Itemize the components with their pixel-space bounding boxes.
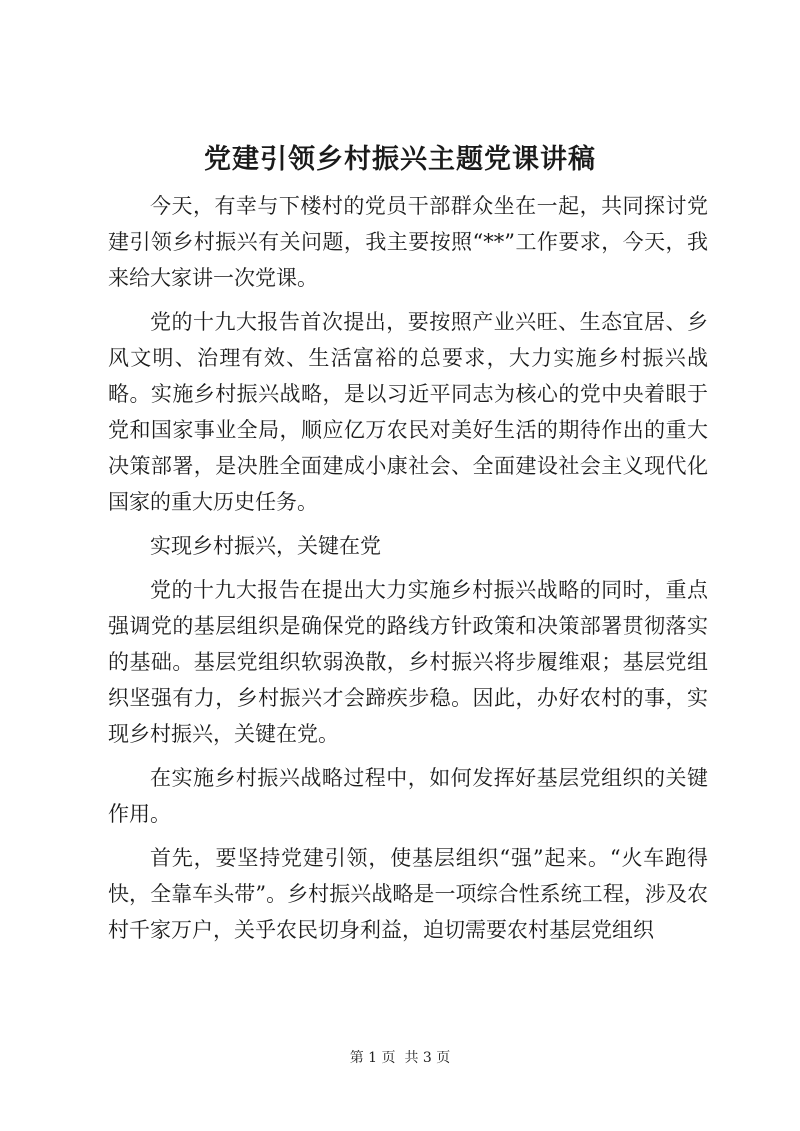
paragraph-first-point: 首先，要坚持党建引领，使基层组织“强”起来。“火车跑得快，全靠车头带”。乡村振兴战略是一项综合性系统工程，涉及农村千家万户，关乎农民切身利益，迫切需要农村基层党组织 [108,846,708,942]
paragraph-party-key: 党的十九大报告在提出大力实施乡村振兴战略的同时，重点强调党的基层组织是确保党的路线方针政策和决策部署贯彻落实的基础。基层党组织软弱涣散，乡村振兴将步履维艰；基层党组织坚强有力，乡村振兴才会蹄疾步稳。因此，办好农村的事，实现乡村振兴，关键在党。 [108,578,708,746]
paragraph-question: 在实施乡村振兴战略过程中，如何发挥好基层党组织的关键作用。 [108,766,708,826]
page-footer: 第 1 页 共 3 页 [349,1050,451,1066]
section-heading: 实现乡村振兴，关键在党 [150,534,381,558]
document-body [108,188,708,956]
document-title: 党建引领乡村振兴主题党课讲稿 [204,144,596,175]
paragraph-strategy: 党的十九大报告首次提出，要按照产业兴旺、生态宜居、乡风文明、治理有效、生活富裕的总要求，大力实施乡村振兴战略。实施乡村振兴战略，是以习近平同志为核心的党中央着眼于党和国家事业全局，顺应亿万农民对美好生活的期待作出的重大决策部署，是决胜全面建成小康社会、全面建设社会主义现代化国家的重大历史任务。 [108,310,708,514]
paragraph-intro: 今天，有幸与下楼村的党员干部群众坐在一起，共同探讨党建引领乡村振兴有关问题，我主要按照“**”工作要求，今天，我来给大家讲一次党课。 [108,194,708,290]
